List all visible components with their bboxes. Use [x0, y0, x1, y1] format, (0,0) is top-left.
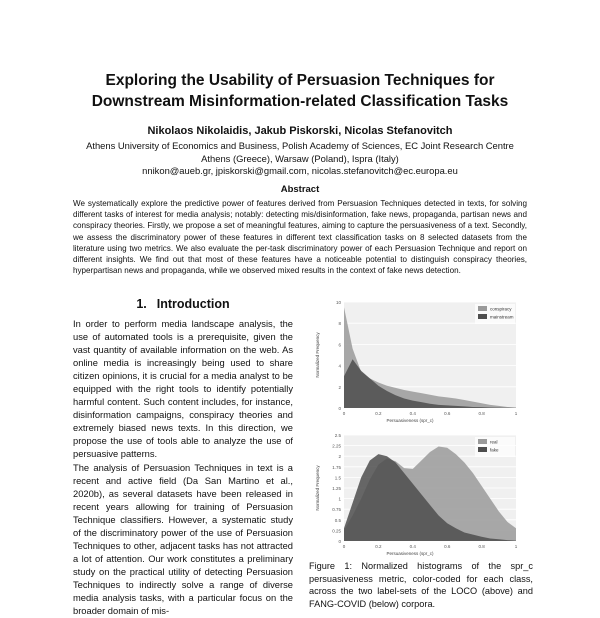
- figure-caption: [309, 560, 533, 610]
- intro-paragraph: In order to perform media landscape analysis, the use of automated tools is a prerequisite, given the vast quantity of available information on the web. As online media is increasingly being used to share citizen opinions, it is crucial for a media analyst to be equipped with the right tools to identify potentially harmful content. Such content includes, for instance, disinformation campaigns, conspiracy theories and extremely biased news texts. In this direction, we propose the use of tools able to analyze the use of persuasive patterns.: [73, 319, 293, 460]
- y-tick-label: 1.75: [332, 464, 341, 470]
- y-tick-label: 0: [338, 406, 341, 411]
- legend-swatch: [478, 439, 487, 444]
- section-number: 1.: [136, 297, 147, 311]
- y-tick-label: 1.25: [332, 486, 341, 491]
- abstract-heading: Abstract: [280, 184, 320, 195]
- caption-text: Normalized histograms of the spr_c persuasiveness metric, color-coded for each class, across the two label-sets of the LOCO (above) and FANG-COVID (below) corpora.: [309, 561, 534, 609]
- x-tick-label: 0.2: [375, 544, 382, 549]
- histogram-fang-covid: [306, 429, 530, 557]
- y-tick-label: 0.25: [332, 528, 341, 534]
- paper-title: Exploring the Usability of Persuasion Techniques for Downstream Misinformation-related Classification Tasks: [91, 72, 509, 110]
- y-tick-label: 1.5: [334, 475, 341, 481]
- y-tick-label: 1: [338, 496, 341, 502]
- x-tick-label: 0.4: [409, 411, 416, 416]
- intro-column: [73, 318, 293, 617]
- y-tick-label: 8: [338, 321, 341, 327]
- affiliation-locations: Athens (Greece), Warsaw (Poland), Ispra (Italy): [201, 152, 399, 164]
- y-tick-label: 0: [338, 539, 341, 544]
- author-emails: nnikon@aueb.gr, jpiskorski@gmail.com, nicolas.stefanovitch@ec.europa.eu: [142, 165, 458, 176]
- y-axis-label: Normalized Frequency: [315, 465, 320, 511]
- section-heading: [73, 297, 293, 311]
- x-axis-label: Persuasiveness (spr_c): [386, 418, 434, 423]
- y-tick-label: 2: [338, 454, 341, 460]
- y-tick-label: 4: [338, 363, 341, 369]
- y-tick-label: 2.25: [332, 443, 341, 449]
- legend-label: fake: [490, 447, 499, 453]
- x-tick-label: 0: [342, 544, 346, 549]
- y-tick-label: 0.5: [334, 517, 341, 523]
- y-tick-label: 10: [335, 300, 341, 305]
- affiliation-institutions: Athens University of Economics and Business, Polish Academy of Sciences, EC Joint Research Centre: [86, 140, 514, 151]
- caption-label: Figure 1:: [309, 561, 353, 571]
- x-tick-label: 0: [342, 411, 346, 416]
- histogram-loco: [306, 296, 530, 424]
- y-tick-label: 2.5: [334, 433, 341, 438]
- x-tick-label: 1: [514, 411, 518, 416]
- author-list: Nikolaos Nikolaidis, Jakub Piskorski, Nicolas Stefanovitch: [147, 125, 453, 137]
- x-axis-label: Persuasiveness (spr_c): [386, 551, 434, 556]
- figure-1: [306, 296, 530, 556]
- intro-paragraph: The analysis of Persuasion Techniques in text is a recent and active field (Da San Martino et al., 2020b), as several datasets have been released in recent years allowing for training of Persuasion Technique classifiers. However, a systematic study of the discriminatory power of the use of Persuasion Techniques to other, adjacent tasks has not attracted a lot of attention. Our work constitutes a preliminary study on the practical utility of detecting Persuasion Techniques to indirectly solve a range of diverse media analysis tasks, with a particular focus on the broader domain of mis-: [73, 462, 293, 617]
- x-tick-label: 0.8: [478, 544, 485, 549]
- affiliation-block: [60, 140, 540, 178]
- x-tick-label: 0.8: [478, 411, 485, 416]
- x-tick-label: 0.2: [375, 411, 382, 416]
- y-tick-label: 0.75: [332, 507, 341, 513]
- y-axis-label: Normalized Frequency: [315, 332, 320, 378]
- y-tick-label: 6: [338, 342, 341, 348]
- x-tick-label: 0.6: [444, 411, 451, 416]
- x-tick-label: 0.4: [409, 544, 416, 549]
- legend-swatch: [478, 306, 487, 311]
- abstract-text: We systematically explore the predictive power of features derived from Persuasion Techniques detected in texts, for solving different tasks of interest for media analysis; notably: detecting mis/disinformation, fake news, propaganda, partisan news and conspiracy theories. Firstly, we propose a set of meaningful features, aiming to capture the persuasiveness of a text. Secondly, we assess the discriminatory power of these features in different text classification tasks on 8 selected datasets from the literature using two metrics. We also evaluate the per-task discriminatory power of each Persuasion Technique and report on different insights. We find out that most of these features have a noticeable potential to distinguish conspiracy theories, hyperpartisan news and propaganda, while we observed mixed results in the context of fake news detection.: [73, 199, 527, 276]
- legend-swatch: [478, 314, 487, 319]
- legend-label: conspiracy: [490, 306, 512, 312]
- legend-label: real: [490, 439, 498, 445]
- y-tick-label: 2: [338, 384, 341, 390]
- x-tick-label: 0.6: [444, 544, 451, 549]
- legend-label: mainstream: [490, 314, 514, 320]
- legend-swatch: [478, 447, 487, 452]
- section-title: Introduction: [156, 297, 230, 311]
- x-tick-label: 1: [514, 544, 518, 549]
